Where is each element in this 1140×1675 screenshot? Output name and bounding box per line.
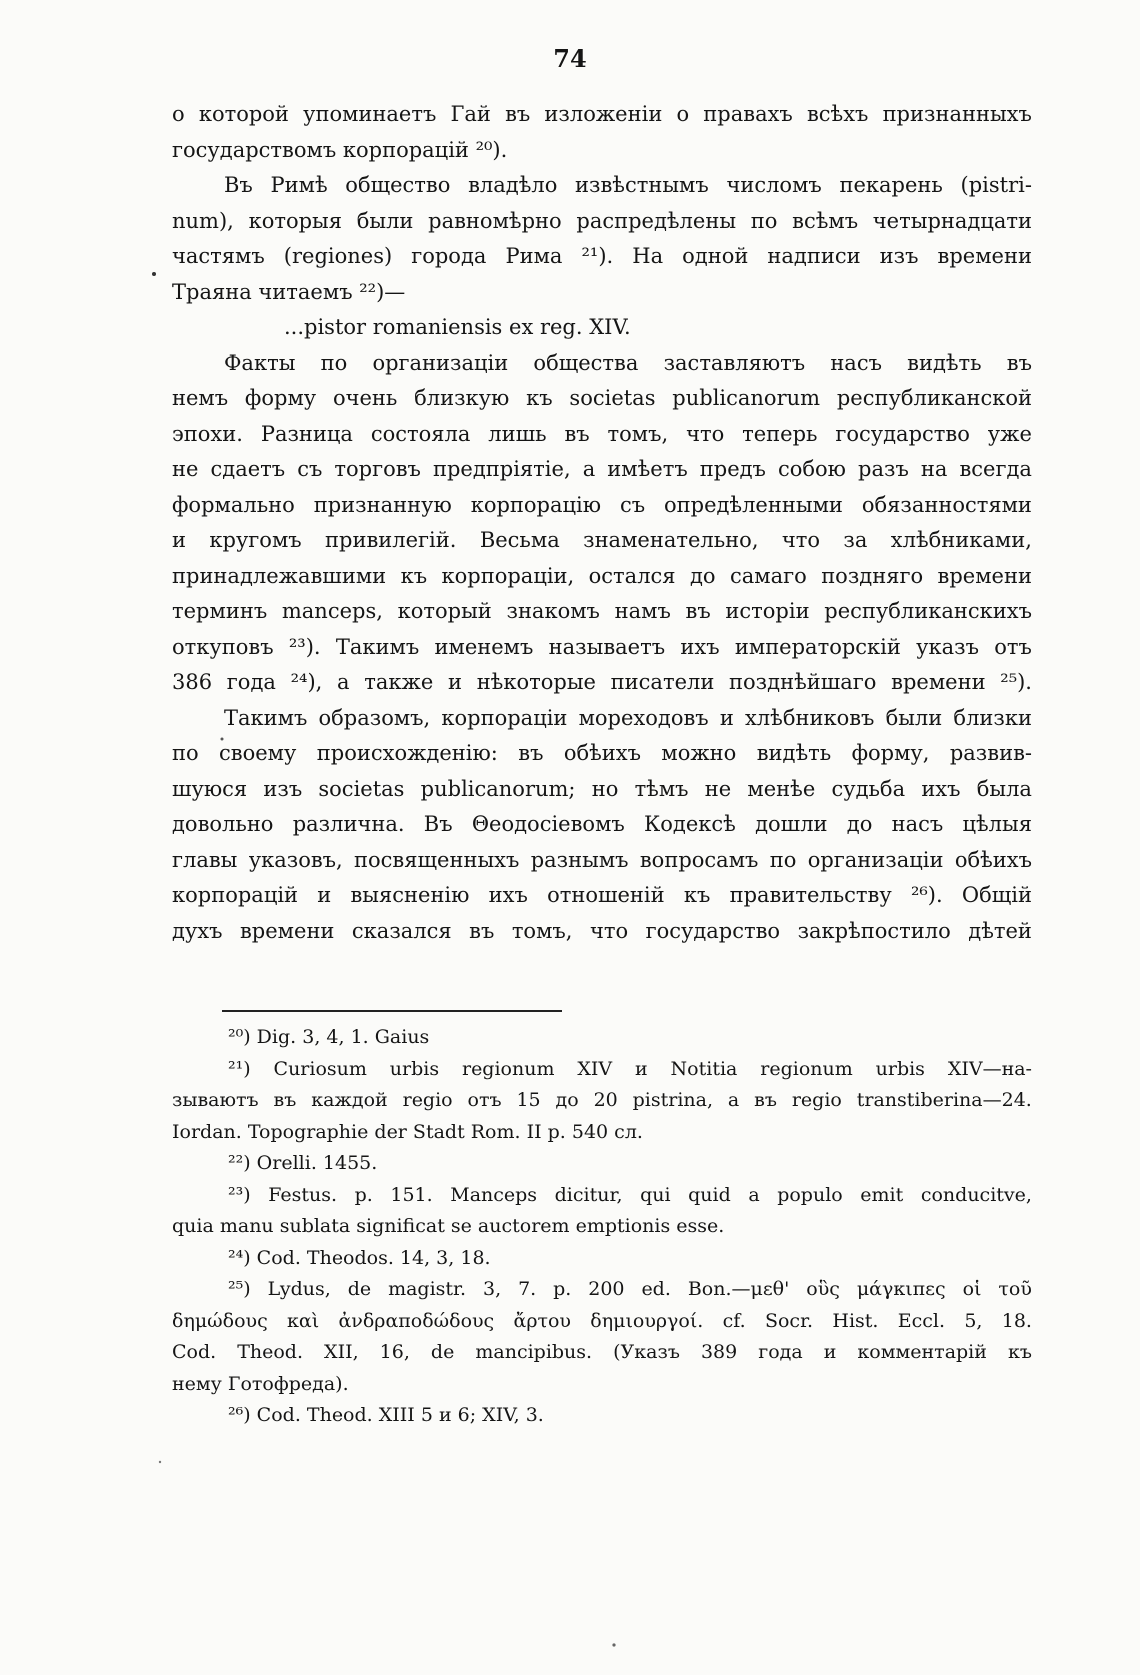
word: Такимъ — [335, 634, 420, 659]
word: обѣихъ — [563, 741, 641, 765]
word: въ — [273, 1089, 297, 1111]
word: цѣлыя — [962, 812, 1032, 836]
word: были — [885, 705, 943, 730]
word: urbis — [389, 1057, 440, 1080]
word: societas — [318, 776, 405, 801]
word: p. — [354, 1183, 373, 1206]
footnote-line: quia manu sublata significat se auctorem emptionis esse. — [172, 1215, 725, 1237]
word: отъ — [467, 1089, 502, 1111]
word: общество — [345, 173, 451, 197]
word: города — [411, 244, 487, 268]
word: корпорацiи — [441, 705, 568, 730]
word: XII, — [324, 1341, 359, 1363]
word: ²¹). — [581, 244, 614, 268]
word: въ — [518, 741, 544, 765]
word: publicanorum — [672, 386, 821, 410]
word: до — [555, 1089, 579, 1111]
word: обѣихъ — [954, 847, 1032, 872]
word: была — [976, 776, 1032, 801]
word: главы — [172, 847, 238, 872]
word: своему — [219, 741, 297, 765]
word: num), — [172, 208, 234, 233]
word: хлѣбниками, — [890, 528, 1032, 552]
word: Theod. — [237, 1341, 304, 1363]
word: которыя — [248, 208, 342, 233]
word: societas — [569, 386, 656, 410]
word: очень — [332, 386, 398, 410]
word: правахъ — [703, 102, 793, 126]
word: теперь — [742, 421, 818, 446]
footnote-line: ²⁴) Cod. Theodos. 14, 3, 18. — [228, 1246, 491, 1269]
word: поздняго — [821, 563, 924, 588]
word: всѣмъ — [792, 208, 859, 233]
word: dicitur, — [554, 1183, 623, 1206]
word: съ — [619, 492, 646, 517]
word: времени — [937, 563, 1032, 588]
word: опредѣленными — [663, 492, 843, 517]
word: a — [748, 1183, 760, 1206]
word: conducitve, — [920, 1183, 1032, 1206]
word: regionum — [760, 1057, 853, 1080]
word: δημώδους — [172, 1309, 268, 1332]
word: ²⁶). — [910, 883, 943, 907]
word: и — [447, 670, 462, 694]
word: не — [704, 776, 732, 801]
word: называетъ — [548, 634, 666, 659]
word: томъ, — [511, 918, 573, 943]
word: οἱ — [962, 1278, 982, 1300]
word: именемъ — [434, 634, 534, 659]
word: 16, — [379, 1341, 410, 1363]
word: разнымъ — [530, 847, 629, 872]
word: всѣхъ — [806, 102, 869, 126]
word: который — [397, 599, 492, 623]
word: Socr. — [764, 1309, 814, 1332]
word: развив- — [949, 741, 1032, 765]
word: терминъ — [172, 599, 268, 623]
word: и — [172, 528, 186, 552]
word: времени — [239, 918, 335, 943]
word: 3, — [483, 1278, 502, 1300]
word: XIV — [577, 1057, 613, 1080]
word: μάγκιπες — [856, 1278, 946, 1300]
word: Θеодосiевомъ — [471, 812, 625, 836]
word: указъ — [916, 634, 979, 659]
word: писатели — [610, 670, 715, 694]
word: общества — [533, 350, 639, 375]
word: организацiи — [372, 350, 509, 375]
word: de — [347, 1278, 372, 1300]
page-number: 74 — [553, 44, 587, 73]
word: Такимъ — [224, 705, 308, 730]
word: имѣетъ — [607, 457, 688, 481]
word: ἄρτου — [513, 1309, 571, 1332]
word: Lydus, — [267, 1278, 331, 1300]
word: менѣе — [747, 776, 816, 801]
word: насъ — [891, 812, 944, 836]
word: обязанностями — [861, 492, 1032, 517]
word: форму — [244, 386, 317, 410]
word: καὶ — [287, 1309, 320, 1332]
word: года — [758, 1341, 803, 1363]
footnote-line: ²⁶) Cod. Theod. XIII 5 и 6; XIV, 3. — [228, 1404, 544, 1426]
word: предпрiятiе, — [432, 457, 571, 481]
word: частямъ — [172, 244, 265, 268]
word: признанную — [313, 492, 452, 517]
word: въ — [1006, 350, 1032, 375]
word: уже — [987, 421, 1032, 446]
word: корпорацiй — [172, 883, 299, 907]
word: Въ — [224, 173, 253, 197]
word: а — [337, 670, 350, 694]
word: къ — [683, 883, 711, 907]
word: pistrina, — [632, 1089, 714, 1111]
word: императорскiй — [734, 634, 901, 659]
word: вопросамъ — [639, 847, 759, 872]
word: шуюся — [172, 776, 248, 801]
word: закрѣпостило — [797, 918, 951, 943]
word: Bon.—μεθ' — [687, 1278, 790, 1300]
word: различна. — [292, 812, 405, 836]
word: хлѣбниковъ — [744, 705, 875, 730]
word: къ — [400, 563, 428, 588]
word: четырнадцати — [872, 208, 1032, 233]
word: и — [719, 705, 734, 730]
word: а — [727, 1089, 740, 1111]
word: Hist. — [832, 1309, 879, 1332]
word: 20 — [593, 1089, 618, 1111]
word: собою — [777, 457, 846, 481]
word: происхожденiю: — [316, 741, 498, 765]
word: государство — [645, 918, 781, 943]
word: 18. — [1001, 1309, 1032, 1332]
word: правительству — [729, 883, 892, 907]
word: сдаетъ — [210, 457, 286, 481]
word: къ — [526, 386, 553, 410]
word: до — [846, 812, 873, 836]
word: немъ — [172, 386, 229, 410]
word: ихъ — [488, 883, 528, 907]
word: комментарiй — [857, 1341, 987, 1363]
word: къ — [1007, 1341, 1032, 1363]
word: Въ — [423, 812, 453, 836]
word: Cod. — [172, 1341, 217, 1363]
word: республиканскихъ — [824, 599, 1032, 623]
word: дѣтей — [968, 918, 1032, 943]
word: распредѣлены — [576, 208, 737, 233]
word: эпохи. — [172, 421, 243, 446]
word: 15 — [516, 1089, 541, 1111]
word: что — [589, 918, 629, 943]
word: до — [689, 563, 716, 588]
speck — [152, 272, 156, 276]
word: форму, — [851, 741, 930, 765]
word: самаго — [729, 563, 807, 588]
text-line: государствомъ корпорацiй ²⁰). — [172, 137, 508, 162]
word: позднѣйшаго — [729, 670, 877, 694]
word: исторiи — [725, 599, 810, 623]
word: томъ, — [607, 421, 669, 446]
word: по — [750, 208, 778, 233]
word: отъ — [994, 634, 1032, 659]
word: cf. — [722, 1309, 746, 1332]
word: знаменательно, — [583, 528, 759, 552]
word: что — [781, 528, 821, 552]
word: XIV—на- — [947, 1057, 1032, 1080]
word: 386 — [172, 670, 213, 694]
word: transtiberina—24. — [856, 1089, 1032, 1111]
word: которой — [198, 102, 289, 126]
word: упоминаетъ — [303, 102, 437, 126]
word: 5, — [964, 1309, 983, 1332]
word: времени — [891, 670, 986, 694]
word: ихъ — [921, 776, 961, 801]
word: δημιουργοί. — [590, 1309, 704, 1332]
word: въ — [469, 918, 495, 943]
word: 151. — [390, 1183, 433, 1206]
word: οὓς — [806, 1278, 840, 1300]
word: и — [635, 1057, 648, 1080]
word: выясненiю — [350, 883, 470, 907]
word: ed. — [641, 1278, 671, 1300]
word: близки — [953, 705, 1032, 730]
word: ²³). — [288, 634, 321, 659]
word: признанныхъ — [882, 102, 1032, 126]
word: Manceps — [450, 1183, 538, 1206]
word: откуповъ — [172, 634, 274, 659]
speck — [612, 1643, 615, 1646]
word: разъ — [858, 457, 909, 481]
word: Festus. — [268, 1183, 338, 1206]
word: regio — [402, 1089, 453, 1111]
word: видѣть — [907, 350, 982, 375]
word: regionum — [461, 1057, 555, 1080]
word: пекарень — [839, 173, 943, 197]
word: кругомъ — [209, 528, 302, 552]
word: по — [320, 350, 348, 375]
word: urbis — [875, 1057, 925, 1080]
word: а — [582, 457, 596, 481]
word: равномѣрно — [428, 208, 562, 233]
word: за — [843, 528, 868, 552]
footnote-line: нему Готофреда). — [172, 1372, 349, 1395]
word: корпорацiю — [470, 492, 602, 517]
word: Eccl. — [897, 1309, 946, 1332]
word: одной — [682, 244, 749, 268]
word: по — [769, 847, 797, 872]
word: ²¹) — [228, 1057, 251, 1080]
text-line: Траяна читаемъ ²²)— — [172, 279, 406, 304]
word: (regiones) — [283, 244, 393, 268]
word: qui — [640, 1183, 671, 1206]
word: всегда — [959, 457, 1032, 481]
word: о — [676, 102, 690, 126]
word: 389 — [700, 1341, 738, 1363]
word: года — [226, 670, 276, 694]
word: о — [172, 102, 185, 126]
word: въ — [685, 599, 711, 623]
word: magistr. — [388, 1278, 467, 1300]
word: Кодексѣ — [644, 812, 736, 836]
word: Римѣ — [270, 173, 328, 197]
word: publicanorum; — [420, 776, 576, 801]
word: судьба — [831, 776, 906, 801]
word: p. — [553, 1278, 572, 1300]
word: въ — [505, 102, 531, 126]
word: На — [632, 244, 664, 268]
word: близкую — [414, 386, 510, 410]
word: тѣмъ — [634, 776, 689, 801]
footnote-line: ²²) Orelli. 1455. — [228, 1152, 378, 1174]
word: Разница — [260, 421, 353, 446]
word: ἀνδραποδώδους — [338, 1309, 495, 1332]
word: populo — [777, 1183, 843, 1206]
word: состояла — [370, 421, 471, 446]
word: указовъ, — [248, 847, 343, 872]
word: можно — [661, 741, 737, 765]
word: извѣстнымъ — [575, 173, 709, 197]
word: mancipibus. — [475, 1341, 593, 1363]
word: ²³) — [228, 1183, 251, 1206]
word: изъ — [263, 776, 303, 801]
word: ихъ — [680, 634, 720, 659]
word: зываютъ — [172, 1089, 259, 1111]
word: не — [172, 457, 199, 481]
word: дошли — [755, 812, 828, 836]
word: надписи — [767, 244, 861, 268]
word: знакомъ — [506, 599, 600, 623]
word: изъ — [879, 244, 919, 268]
word: и — [317, 883, 332, 907]
word: что — [686, 421, 725, 446]
word: съ — [297, 457, 323, 481]
word: въ — [754, 1089, 777, 1111]
word: Весьма — [479, 528, 560, 552]
word: сказался — [351, 918, 452, 943]
word: лишь — [488, 421, 547, 446]
word: заставляютъ — [663, 350, 806, 375]
word: государство — [835, 421, 970, 446]
word: намъ — [614, 599, 671, 623]
word: emit — [860, 1183, 904, 1206]
word: но — [591, 776, 619, 801]
word: (pistri- — [960, 173, 1032, 197]
word: были — [356, 208, 414, 233]
word: въ — [564, 421, 590, 446]
word: manceps, — [281, 599, 383, 623]
word: также — [364, 670, 434, 694]
footnote-line: ²⁰) Dig. 3, 4, 1. Gaius — [228, 1026, 430, 1048]
footnote-line: Iordan. Topographie der Stadt Rom. II p. 540 сл. — [172, 1120, 643, 1143]
word: довольно — [172, 812, 274, 836]
word: принадлежавшими — [172, 563, 387, 588]
word: Общiй — [961, 883, 1032, 907]
word: quid — [688, 1183, 731, 1206]
word: de — [430, 1341, 455, 1363]
word: видѣть — [756, 741, 832, 765]
speck — [221, 738, 224, 741]
word: по — [172, 741, 199, 765]
word: regio — [791, 1089, 842, 1111]
word: каждой — [311, 1089, 388, 1111]
word: формально — [172, 492, 295, 517]
word: Notitia — [670, 1057, 738, 1080]
word: образомъ, — [318, 705, 431, 730]
word: и — [823, 1341, 837, 1363]
word: насъ — [830, 350, 882, 375]
word: 7. — [518, 1278, 537, 1300]
word: на — [920, 457, 948, 481]
word: республиканской — [836, 386, 1032, 410]
word: времени — [937, 244, 1032, 268]
word: владѣло — [468, 173, 558, 197]
word: посвященныхъ — [354, 847, 520, 872]
word: остался — [588, 563, 676, 588]
word: мореходовъ — [578, 705, 709, 730]
word: предъ — [699, 457, 766, 481]
word: Факты — [224, 350, 296, 375]
word: ²⁵). — [1000, 670, 1032, 694]
word: торговъ — [334, 457, 421, 481]
word: изложенiи — [544, 102, 663, 126]
word: духъ — [172, 918, 223, 943]
word: (Указъ — [613, 1341, 680, 1363]
word: 200 — [588, 1278, 625, 1300]
word: τοῦ — [998, 1278, 1032, 1300]
word: отношенiй — [547, 883, 665, 907]
word: числомъ — [726, 173, 822, 197]
word: ²⁴), — [290, 670, 323, 694]
speck — [159, 1461, 161, 1463]
word: привилегiй. — [325, 528, 457, 552]
word: нѣкоторые — [476, 670, 596, 694]
word: ²⁵) — [228, 1278, 251, 1300]
word: Curiosum — [273, 1057, 367, 1080]
inscription-line: ...pistor romaniensis ex reg. XIV. — [284, 315, 631, 339]
word: Гай — [450, 102, 491, 126]
word: корпорацiи, — [441, 563, 575, 588]
word: Рима — [505, 244, 563, 268]
word: организацiи — [807, 847, 944, 872]
